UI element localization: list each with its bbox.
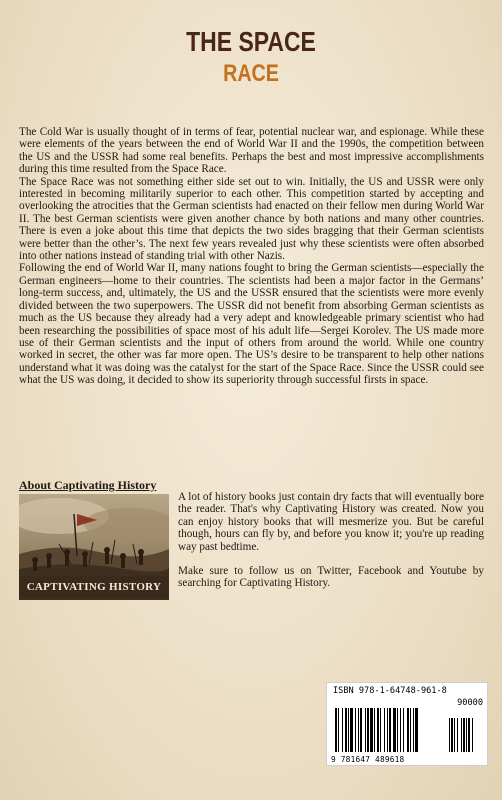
description-paragraph-2: The Space Race was not something either side set out to win. Initially, the US and USSR were only interested in becoming militarily superior to each other. This competition started by accepting and overlooking the atrocities that the German scientists had enacted on their fellow men during World War II. The best German scientists were given another chance by both nations and many other countries. There is even a joke about this time that depicts the two sides bragging that their German scientists were better than the other’s. The next few years revealed just why these scientists were often absorbed into other nations instead of standing trial with other Nazis. bbox=[19, 175, 484, 263]
cover-title-line1: THE SPACE bbox=[186, 26, 316, 57]
price-code: 90000 bbox=[457, 698, 483, 708]
description-paragraph-1: The Cold War is usually thought of in terms of fear, potential nuclear war, and espionage. While these were elements of the years between the end of World War II and the 1990s, the competition between the US and the USSR had some real benefits. Perhaps the best and most impressive accomplishments during this time resulted from the Space Race. bbox=[19, 126, 484, 176]
about-heading: About Captivating History bbox=[19, 478, 157, 492]
description-paragraph-3: Following the end of World War II, many nations fought to bring the German scientists—especially the German engineers—home to their countries. The scientists had been a major factor in the Germans’ long-term success, and, ultimately, the US and the USSR ensured that the scientists were more evenly divided between the two superpowers. The USSR did not benefit from absorbing German scientists as much as the US because they already had a very adept and knowledgeable primary scientist who had been researching the possibilities of space most of his adult life—Sergei Korolev. The US made more use of their German scientists and the input of others from around the world. While one country worked in secret, the other was far more open. The US’s desire to be transparent to help other nations understand what it was doing was the catalyst for the start of the Space Race. Since the USSR could see what the US was doing, it decided to show its superiority through successful firsts in space. bbox=[19, 262, 484, 387]
image-label: CAPTIVATING HISTORY bbox=[19, 576, 169, 598]
isbn-number: ISBN 978-1-64748-961-8 bbox=[333, 686, 447, 696]
captivating-history-logo-image bbox=[19, 494, 169, 600]
about-paragraph-2: Make sure to follow us on Twitter, Facebook and Youtube by searching for Captivating History. bbox=[178, 565, 484, 590]
barcode-digits: 9 781647 489618 bbox=[331, 755, 405, 764]
cover-title-line2: RACE bbox=[223, 60, 279, 87]
about-description bbox=[178, 491, 484, 602]
about-paragraph-1: A lot of history books just contain dry facts that will eventually bore the reader. That's why Captivating History was created. Now you can enjoy history books that will mesmerize you. But be careful though, hours can fly by, and before you know it; you're up reading way past bedtime. bbox=[178, 491, 484, 553]
book-description bbox=[19, 126, 484, 387]
barcode-bars-icon bbox=[335, 708, 481, 754]
isbn-barcode bbox=[326, 682, 488, 766]
